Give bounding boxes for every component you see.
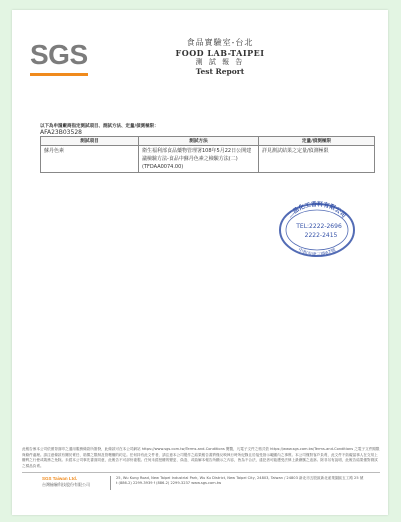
logo-text: SGS xyxy=(30,39,88,70)
intro-text: 以下為申請廠商指定測試項目、測試方法、定量/偵測極限： xyxy=(40,124,159,129)
table-header-row xyxy=(41,137,375,146)
cell-limit: 詳見測試結果之定量/偵測極限 xyxy=(259,146,375,173)
table-row xyxy=(41,146,375,173)
header-test-method: 測試方法 xyxy=(139,137,259,146)
header-test-item: 測試項目 xyxy=(41,137,139,146)
stamp-tel-2: 2222-2415 xyxy=(304,232,338,239)
stamp-top-text: 二品化工香料有限公司 xyxy=(286,200,348,220)
lab-name-cn: 食品實驗室-台北 xyxy=(186,38,254,47)
company-phones: t (886-2) 2299-3939 f (886-2) 2299-3237 www.sgs.com.tw xyxy=(116,481,222,485)
legal-disclaimer: 此報告係本公司依照背面印之通用服務條款所簽發，此條款可在本公司網站 https://www.sgs.com.tw/Terms-and-Conditions 閱覽，凡電子文件之格式依 https://www.sgs.com.tw/Terms-and-Conditions 之電子文件期限與條件處理。請注意條款有關於責任、賠償之限制及管轄權的約定。任何持有此文件者，請注意本公司製作之結果報告書將僅反映執行時所紀錄且於接受指示範圍內之事實。本公司僅對客戶負責，此文件不妨礙當事人在交易上權利之行使或義務之免除。未經本公司事先書面同意，此報告不可部份複製。任何未經授權的變更、偽造、或曲解本報告所顯示之內容，皆為不合法，違犯者可能遭受法律上最嚴厲之追訴。除非另有說明，此報告結果僅對測試之樣品負責。 xyxy=(22,447,380,468)
footer-divider xyxy=(22,472,380,473)
company-address: 25, Wu Kung Road, New Taipei Industrial Park, Wu Ku District, New Taipei City, 24803, Taiwan / 24803 新北市五股區新北產業園區五工路 25 號 xyxy=(116,476,364,480)
footer-address-block xyxy=(116,476,382,486)
report-title-en: Test Report xyxy=(195,67,245,76)
report-title-cn: 測 試 報 告 xyxy=(195,58,245,66)
results-table xyxy=(40,136,375,173)
stamp-bottom-text: 中和市建三路67號 xyxy=(296,248,338,258)
footer-vertical-divider xyxy=(110,476,111,490)
company-stamp xyxy=(277,200,357,258)
report-number: AFA23B03528 xyxy=(40,129,82,136)
logo-underline xyxy=(30,73,88,76)
lab-title-block xyxy=(130,38,310,76)
lab-name-en: FOOD LAB-TAIPEI xyxy=(175,48,265,58)
cell-test-method: 衛生福利部食品藥物管理署108年5月22日公開建議檢驗方法-食品中蘇丹色素之檢驗方法(二)(TFDAA0074.00) xyxy=(139,146,259,173)
company-name-en: SGS Taiwan Ltd. xyxy=(42,476,78,481)
cell-test-item: 蘇丹色素 xyxy=(41,146,139,173)
header-limit: 定量/偵測極限 xyxy=(259,137,375,146)
sgs-logo xyxy=(30,40,96,76)
stamp-tel-1: TEL:2222-2696 xyxy=(296,223,342,230)
company-name-cn: 台灣檢驗科技股份有限公司 xyxy=(42,482,90,487)
report-page xyxy=(12,10,388,515)
